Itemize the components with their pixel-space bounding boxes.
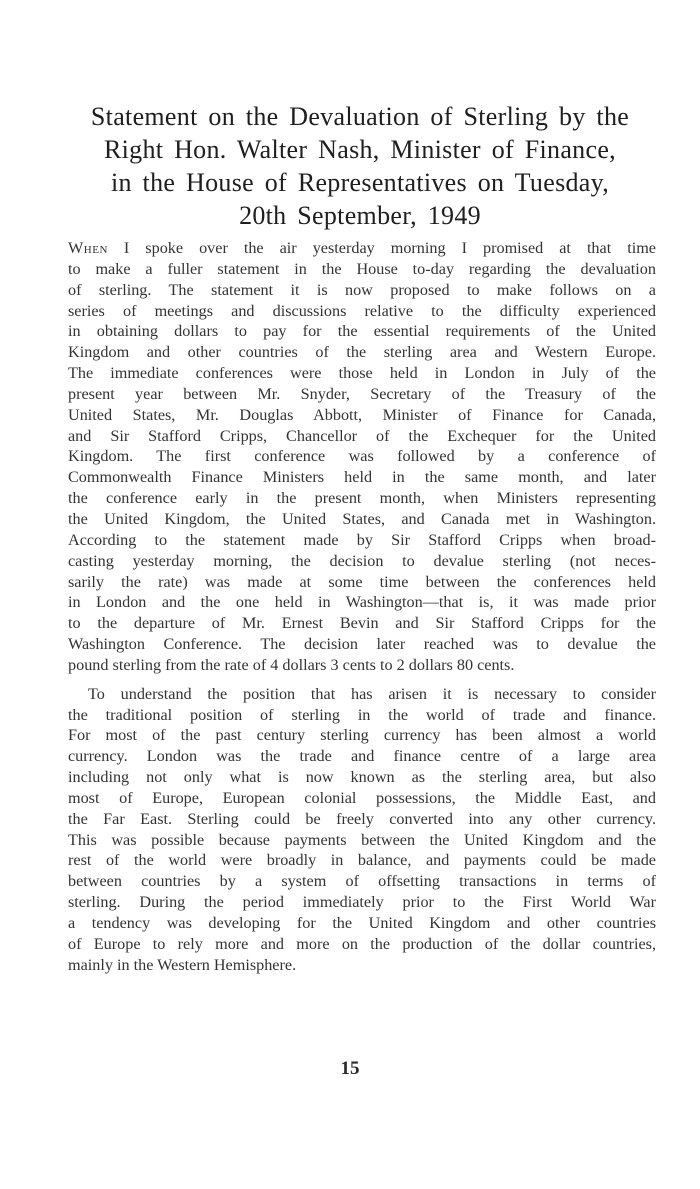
text-line: to make a fuller statement in the House to-day regarding the devaluation bbox=[68, 259, 656, 278]
text-line: the Far East. Sterling could be freely converted into any other currency. bbox=[68, 809, 656, 828]
text-line: and Sir Stafford Cripps, Chancellor of the Exchequer for the United bbox=[68, 426, 656, 445]
title-line: Statement on the Devaluation of Sterling by the bbox=[90, 102, 630, 131]
text-line: present year between Mr. Snyder, Secretary of the Treasury of the bbox=[68, 384, 656, 403]
text-line: of Europe to rely more and more on the production of the dollar countries, bbox=[68, 934, 656, 953]
text-line: To understand the position that has arisen it is necessary to consider bbox=[88, 684, 656, 703]
text-line: including not only what is now known as the sterling area, but also bbox=[68, 768, 656, 787]
text-line: When I spoke over the air yesterday morning I promised at that time bbox=[68, 239, 656, 257]
text-line: to the departure of Mr. Ernest Bevin and Sir Stafford Cripps for the bbox=[68, 614, 656, 633]
small-caps-lead: When bbox=[68, 239, 108, 257]
text-line: casting yesterday morning, the decision to devalue sterling (not neces- bbox=[68, 551, 656, 570]
text-line: This was possible because payments between the United Kingdom and the bbox=[68, 830, 656, 849]
text-line: most of Europe, European colonial possessions, the Middle East, and bbox=[68, 788, 656, 807]
document-body bbox=[68, 238, 656, 976]
paragraph-2 bbox=[68, 684, 656, 976]
text-line: mainly in the Western Hemisphere. bbox=[68, 955, 297, 974]
text-line: Commonwealth Finance Ministers held in the same month, and later bbox=[68, 468, 656, 487]
title-line: Right Hon. Walter Nash, Minister of Finance, bbox=[104, 135, 616, 164]
text-line: the conference early in the present month, when Ministers representing bbox=[68, 489, 656, 508]
page-number: 15 bbox=[340, 1058, 360, 1079]
text-line: sarily the rate) was made at some time between the conferences held bbox=[68, 572, 656, 591]
text-line: According to the statement made by Sir Stafford Cripps when broad- bbox=[68, 530, 656, 549]
text-line: in obtaining dollars to pay for the essential requirements of the United bbox=[68, 322, 656, 341]
text-line: rest of the world were broadly in balance, and payments could be made bbox=[68, 851, 656, 870]
text-line: Washington Conference. The decision later reached was to devalue the bbox=[68, 635, 656, 654]
text-line: sterling. During the period immediately prior to the First World War bbox=[68, 893, 656, 912]
paragraph-1 bbox=[68, 238, 656, 676]
text-line: the United Kingdom, the United States, and Canada met in Washington. bbox=[68, 509, 656, 528]
text-line: currency. London was the trade and finance centre of a large area bbox=[68, 747, 656, 766]
text-line: a tendency was developing for the United Kingdom and other countries bbox=[68, 914, 656, 932]
text-line: pound sterling from the rate of 4 dollars 3 cents to 2 dollars 80 cents. bbox=[68, 655, 515, 674]
text-line: of sterling. The statement it is now proposed to make follows on a bbox=[68, 280, 656, 299]
text-line: in London and the one held in Washington—that is, it was made prior bbox=[68, 593, 656, 612]
text-line: between countries by a system of offsetting transactions in terms of bbox=[68, 872, 656, 891]
text-line: Kingdom and other countries of the sterling area and Western Europe. bbox=[68, 343, 656, 362]
text-line: the traditional position of sterling in the world of trade and finance. bbox=[68, 705, 656, 724]
title-line: 20th September, 1949 bbox=[239, 201, 481, 230]
title-line: in the House of Representatives on Tuesday, bbox=[110, 168, 610, 197]
text-line: The immediate conferences were those held in London in July of the bbox=[68, 364, 656, 383]
text-line: Kingdom. The first conference was followed by a conference of bbox=[68, 447, 656, 466]
document-title bbox=[60, 100, 660, 232]
text-line: series of meetings and discussions relative to the difficulty experienced bbox=[68, 301, 656, 320]
text-line: United States, Mr. Douglas Abbott, Minister of Finance for Canada, bbox=[68, 405, 656, 424]
text-line: For most of the past century sterling currency has been almost a world bbox=[68, 726, 656, 745]
